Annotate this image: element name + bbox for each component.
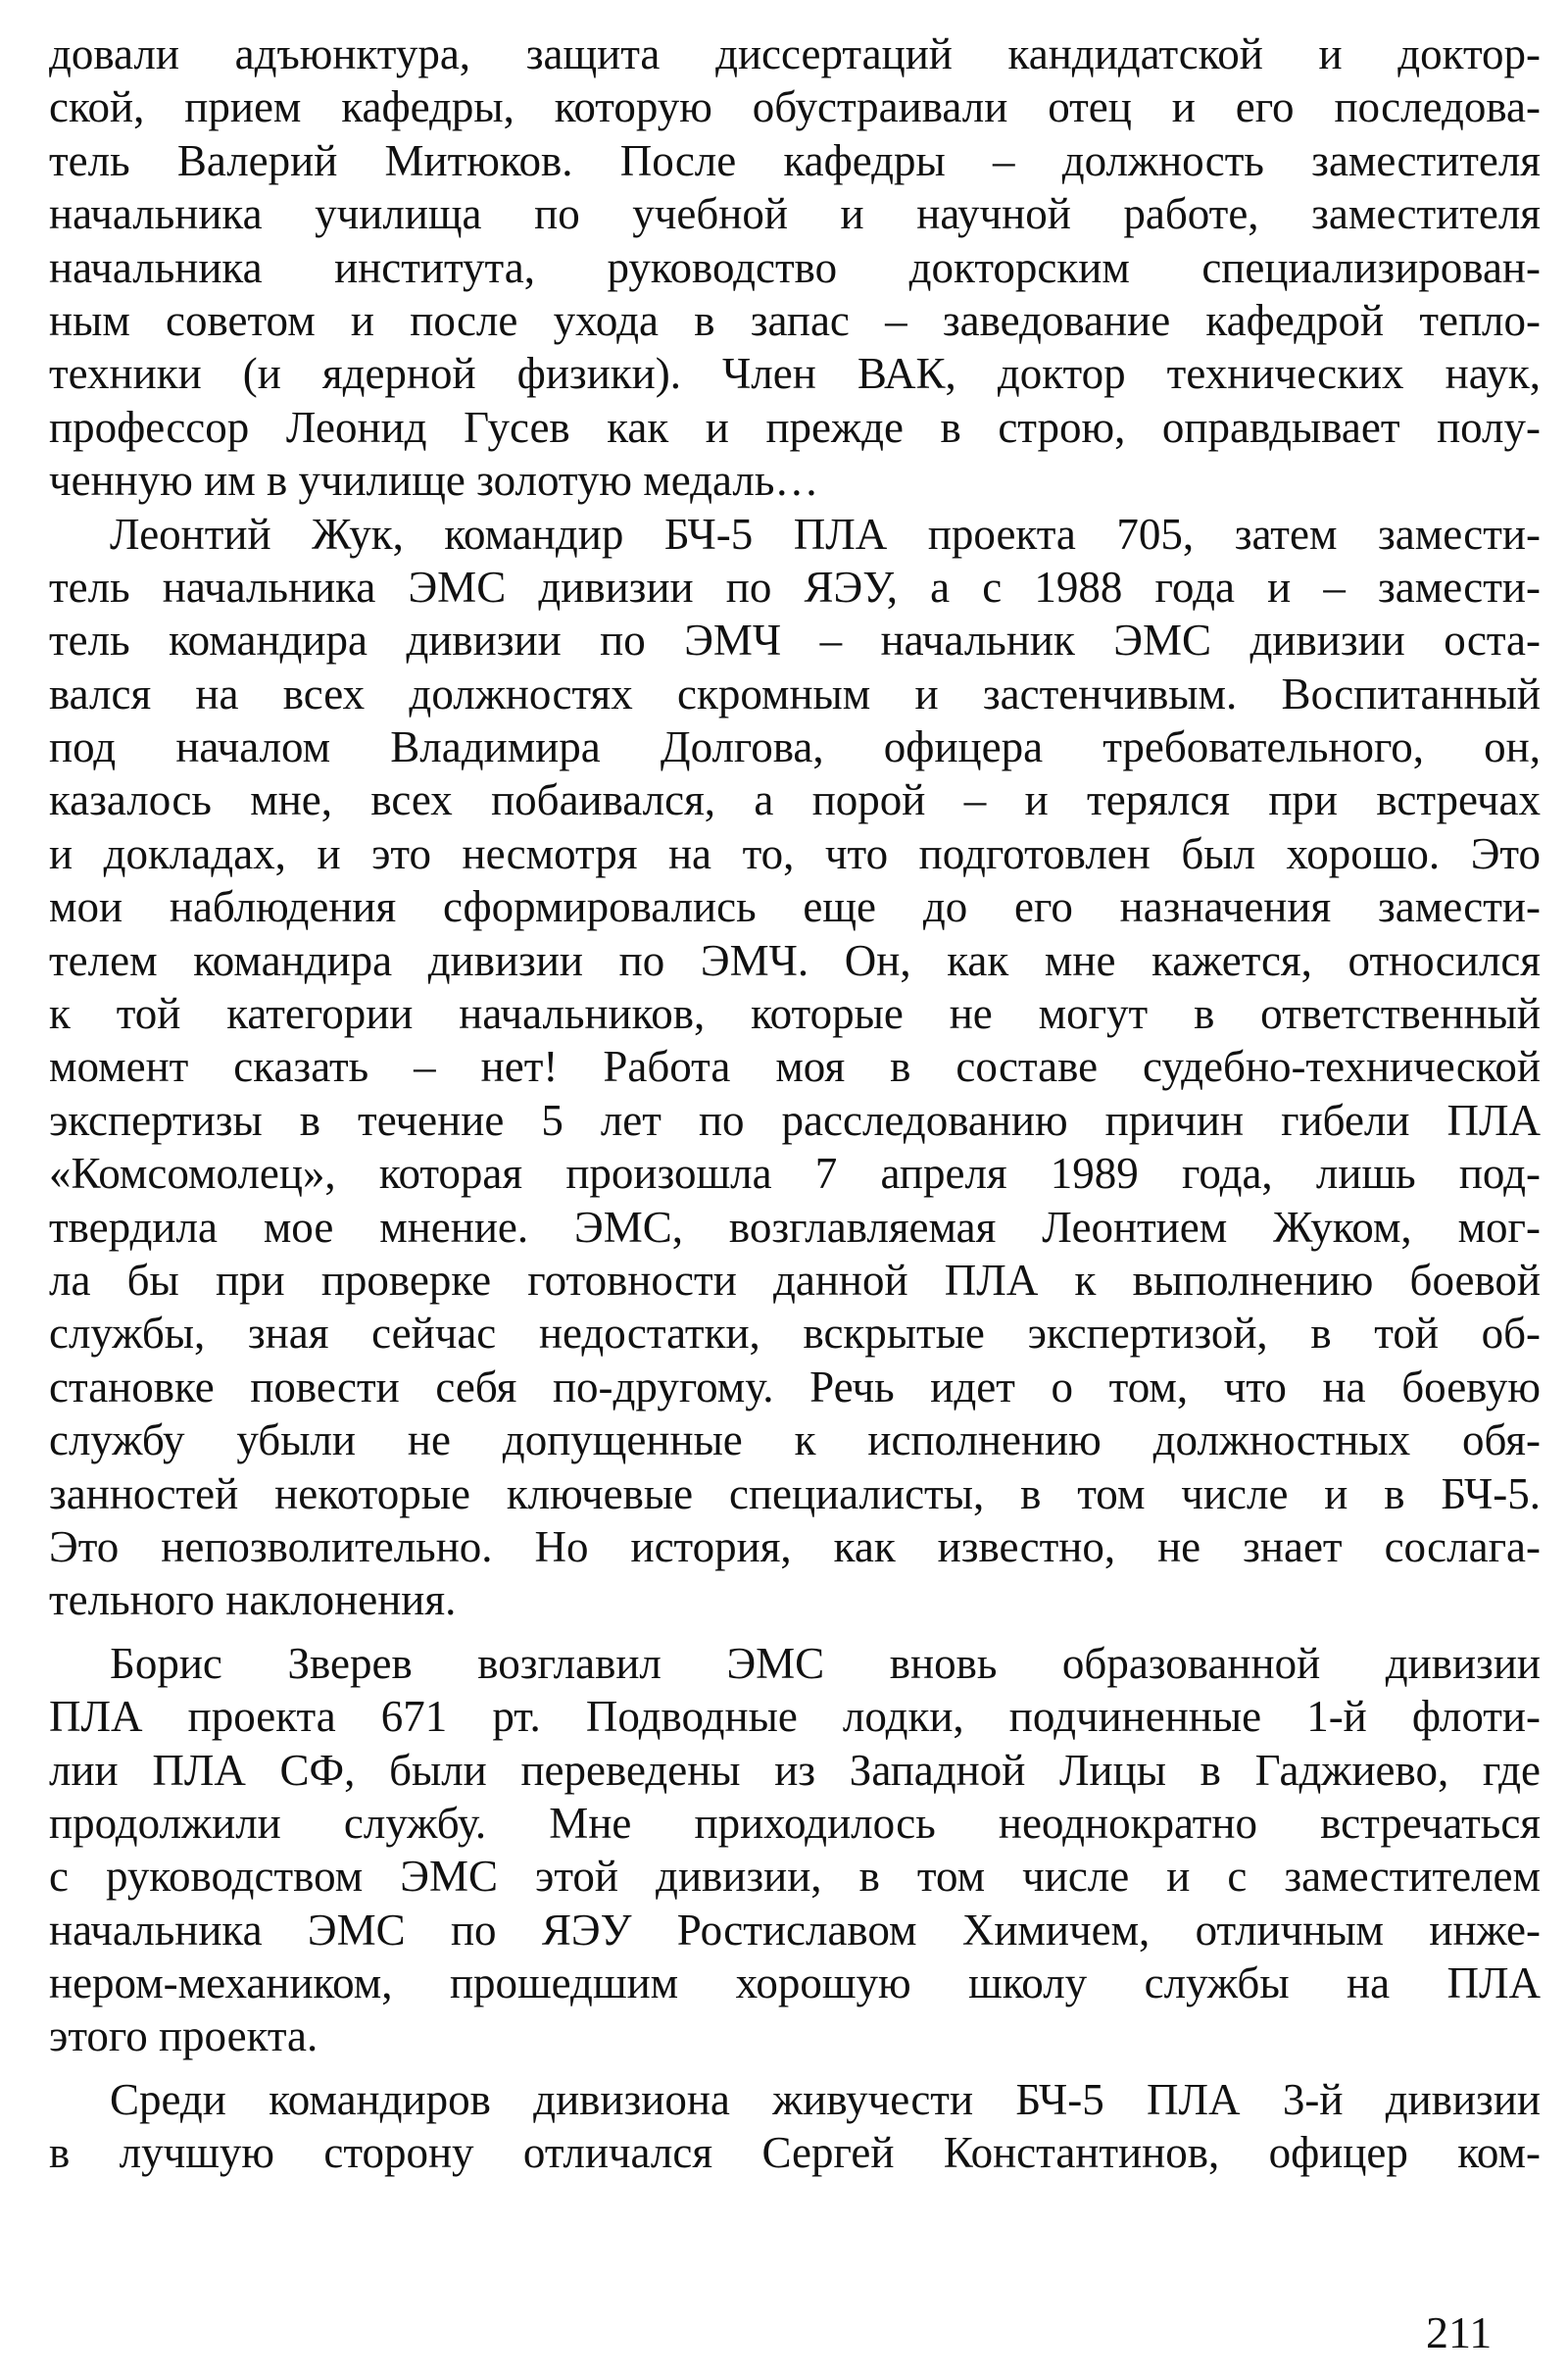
text-line: мои наблюдения сформировались еще до его назначения замести- <box>49 882 1541 932</box>
text-line: Леонтий Жук, командир БЧ-5 ПЛА проекта 705, затем замести- <box>110 509 1541 559</box>
text-line: занностей некоторые ключевые специалисты, в том числе и в БЧ-5. <box>49 1468 1541 1518</box>
text-line: экспертизы в течение 5 лет по расследованию причин гибели ПЛА <box>49 1095 1541 1145</box>
paragraph-4 <box>49 2073 1541 2180</box>
paragraph-1 <box>49 27 1541 508</box>
text-line: начальника училища по учебной и научной работе, заместителя <box>49 189 1541 239</box>
text-line: в лучшую сторону отличался Сергей Константинов, офицер ком- <box>49 2128 1541 2178</box>
text-line: с руководством ЭМС этой дивизии, в том числе и с заместителем <box>49 1852 1541 1902</box>
text-line: «Комсомолец», которая произошла 7 апреля 1989 года, лишь под- <box>49 1149 1541 1199</box>
text-line: службу убыли не допущенные к исполнению должностных обя- <box>49 1415 1541 1465</box>
text-line: момент сказать – нет! Работа моя в составе судебно-технической <box>49 1042 1541 1092</box>
paragraph-3 <box>49 1637 1541 2063</box>
text-line: ской, прием кафедры, которую обустраивали отец и его последова- <box>49 82 1541 132</box>
text-line: техники (и ядерной физики). Член ВАК, доктор технических наук, <box>49 349 1541 399</box>
text-line: тель Валерий Митюков. После кафедры – должность заместителя <box>49 135 1541 185</box>
text-line: ченную им в училище золотую медаль… <box>49 456 819 506</box>
paragraph-gap <box>49 2063 1541 2073</box>
text-line: продолжили службу. Мне приходилось неоднократно встречаться <box>49 1798 1541 1848</box>
paragraph-gap <box>49 1627 1541 1637</box>
text-line: довали адъюнктура, защита диссертаций кандидатской и доктор- <box>49 29 1541 78</box>
text-line: телем командира дивизии по ЭМЧ. Он, как мне кажется, относился <box>49 935 1541 985</box>
text-line: ным советом и после ухода в запас – заведование кафедрой тепло- <box>49 295 1541 345</box>
text-line: тель командира дивизии по ЭМЧ – начальник ЭМС дивизии оста- <box>49 616 1541 666</box>
text-line: вался на всех должностях скромным и застенчивым. Воспитанный <box>49 669 1541 718</box>
text-line: Среди командиров дивизиона живучести БЧ-5 ПЛА 3-й дивизии <box>110 2074 1541 2124</box>
text-line: Борис Зверев возглавил ЭМС вновь образованной дивизии <box>110 1638 1541 1688</box>
text-line: под началом Владимира Долгова, офицера требовательного, он, <box>49 722 1541 772</box>
text-line: этого проекта. <box>49 2011 318 2061</box>
text-line: и докладах, и это несмотря на то, что подготовлен был хорошо. Это <box>49 828 1541 878</box>
text-line: к той категории начальников, которые не могут в ответственный <box>49 989 1541 1039</box>
text-line: Это непозволительно. Но история, как известно, не знает сослага- <box>49 1521 1541 1571</box>
text-line: профессор Леонид Гусев как и прежде в строю, оправдывает полу- <box>49 402 1541 452</box>
text-line: казалось мне, всех побаивался, а порой – и терялся при встречах <box>49 775 1541 825</box>
text-line: нером-механиком, прошедшим хорошую школу службы на ПЛА <box>49 1958 1541 2008</box>
paragraph-2 <box>49 508 1541 1627</box>
page-number: 211 <box>1426 2307 1493 2357</box>
text-line: ПЛА проекта 671 рт. Подводные лодки, подчиненные 1-й флоти- <box>49 1692 1541 1742</box>
text-line: начальника института, руководство докторским специализирован- <box>49 242 1541 292</box>
text-line: тельного наклонения. <box>49 1575 457 1625</box>
text-line: лии ПЛА СФ, были переведены из Западной Лицы в Гаджиево, где <box>49 1745 1541 1795</box>
text-line: твердила мое мнение. ЭМС, возглавляемая Леонтием Жуком, мог- <box>49 1202 1541 1252</box>
text-line: становке повести себя по-другому. Речь идет о том, что на боевую <box>49 1362 1541 1411</box>
text-line: ла бы при проверке готовности данной ПЛА к выполнению боевой <box>49 1255 1541 1305</box>
page-body <box>49 27 1541 2180</box>
text-line: начальника ЭМС по ЯЭУ Ростиславом Химичем, отличным инже- <box>49 1905 1541 1955</box>
text-line: тель начальника ЭМС дивизии по ЯЭУ, а с 1988 года и – замести- <box>49 562 1541 612</box>
text-line: службы, зная сейчас недостатки, вскрытые экспертизой, в той об- <box>49 1309 1541 1359</box>
